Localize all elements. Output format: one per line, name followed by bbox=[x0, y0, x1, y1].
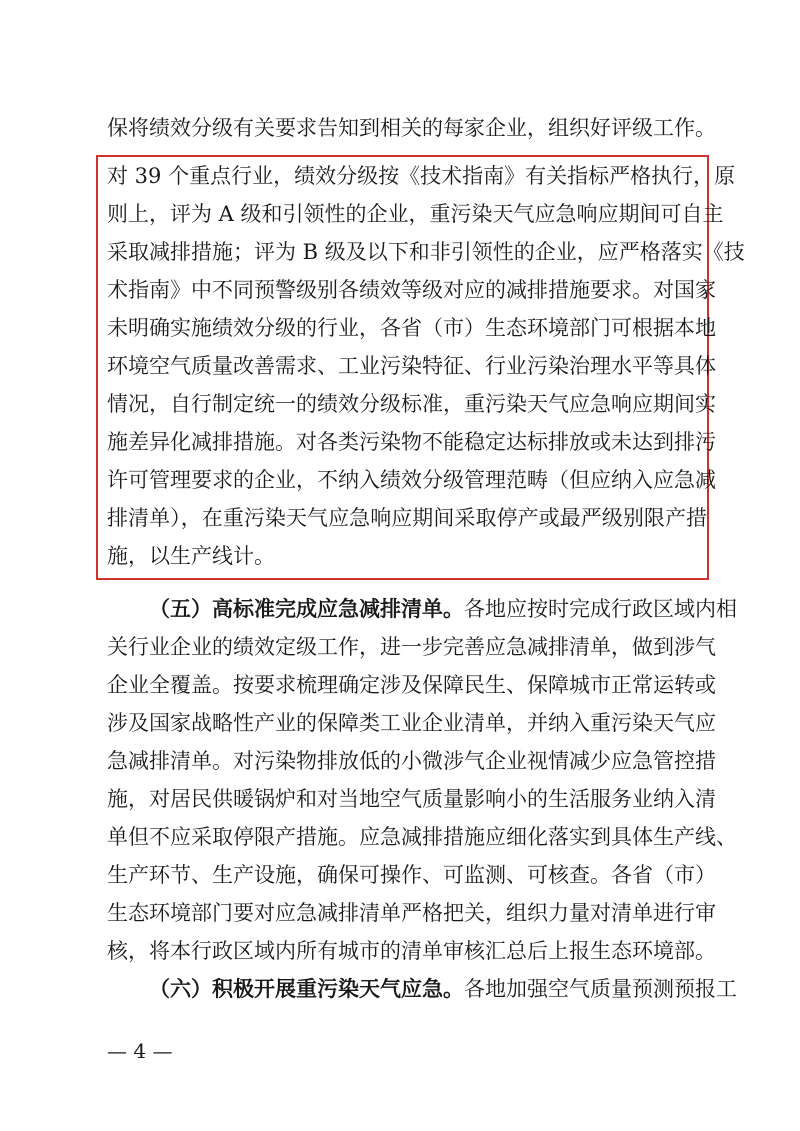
highlighted-text-line: 许可管理要求的企业，不纳入绩效分级管理范畴（但应纳入应急减 bbox=[107, 468, 716, 492]
highlighted-text-line: 未明确实施绩效分级的行业，各省（市）生态环境部门可根据本地 bbox=[107, 316, 716, 340]
section-five-heading: （五）高标准完成应急减排清单。 bbox=[149, 596, 464, 621]
section-six-heading: （六）积极开展重污染天气应急。 bbox=[149, 976, 464, 1001]
body-text-line: 核，将本行政区域内所有城市的清单审核汇总后上报生态环境部。 bbox=[107, 939, 716, 963]
highlighted-text-line: 术指南》中不同预警级别各绩效等级对应的减排措施要求。对国家 bbox=[107, 278, 716, 302]
body-text-line: 生产环节、生产设施，确保可操作、可监测、可核查。各省（市） bbox=[107, 863, 716, 887]
section-six-first-line-text: 各地加强空气质量预测预报工 bbox=[464, 977, 737, 1001]
highlighted-text-line: 施差异化减排措施。对各类污染物不能稳定达标排放或未达到排污 bbox=[107, 430, 716, 454]
section-five-first-line-text: 各地应按时完成行政区域内相 bbox=[464, 597, 737, 621]
body-text-line: 施，对居民供暖锅炉和对当地空气质量影响小的生活服务业纳入清 bbox=[107, 787, 716, 811]
highlighted-text-line: 采取减排措施；评为 B 级及以下和非引领性的企业，应严格落实《技 bbox=[107, 240, 745, 264]
body-text-line: 急减排清单。对污染物排放低的小微涉气企业视情减少应急管控措 bbox=[107, 749, 716, 773]
body-text-line: 单但不应采取停限产措施。应急减排措施应细化落实到具体生产线、 bbox=[107, 825, 737, 849]
highlighted-text-line: 施，以生产线计。 bbox=[107, 544, 275, 568]
body-text-line: 企业全覆盖。按要求梳理确定涉及保障民生、保障城市正常运转或 bbox=[107, 673, 716, 697]
highlighted-text-line: 则上，评为 A 级和引领性的企业，重污染天气应急响应期间可自主 bbox=[107, 202, 724, 226]
body-text-line: 保将绩效分级有关要求告知到相关的每家企业，组织好评级工作。 bbox=[107, 116, 716, 140]
highlighted-text-line: 环境空气质量改善需求、工业污染特征、行业污染治理水平等具体 bbox=[107, 354, 716, 378]
highlighted-text-line: 对 39 个重点行业，绩效分级按《技术指南》有关指标严格执行，原 bbox=[107, 164, 736, 188]
body-text-line: 涉及国家战略性产业的保障类工业企业清单，并纳入重污染天气应 bbox=[107, 711, 716, 735]
section-five-first-line bbox=[149, 594, 737, 624]
section-six-first-line bbox=[149, 974, 737, 1004]
highlighted-text-line: 排清单），在重污染天气应急响应期间采取停产或最严级别限产措 bbox=[107, 506, 707, 530]
highlighted-text-line: 情况，自行制定统一的绩效分级标准，重污染天气应急响应期间实 bbox=[107, 392, 716, 416]
body-text-line: 关行业企业的绩效定级工作，进一步完善应急减排清单，做到涉气 bbox=[107, 635, 716, 659]
body-text-line: 生态环境部门要对应急减排清单严格把关，组织力量对清单进行审 bbox=[107, 901, 716, 925]
page-number: — 4 — bbox=[107, 1039, 173, 1063]
